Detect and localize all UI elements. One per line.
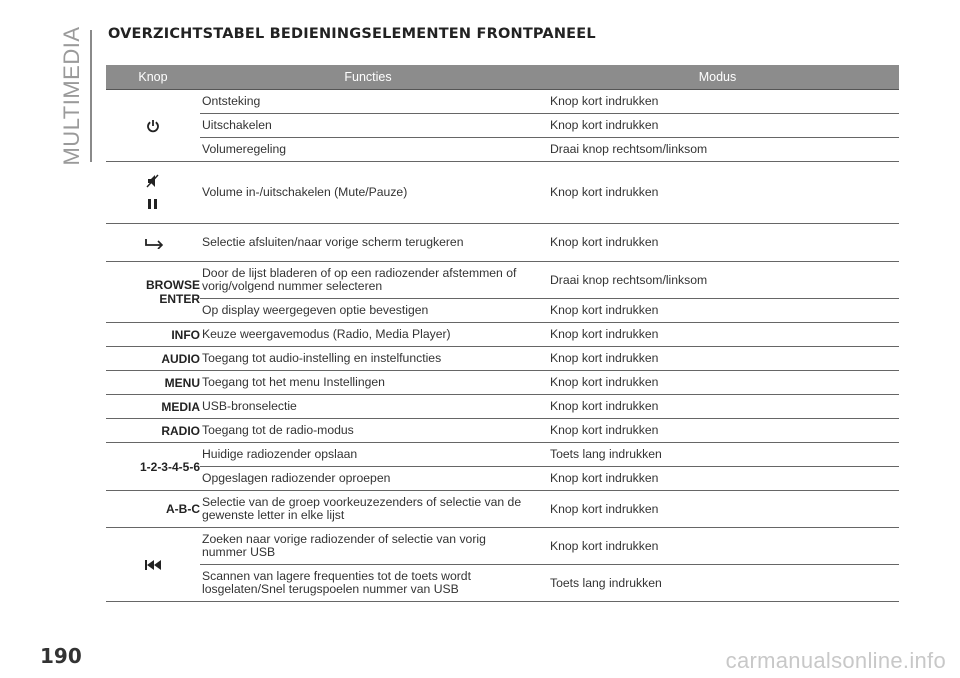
- table-row: [200, 138, 899, 161]
- knop-cell: [106, 371, 200, 394]
- function-cell: Toegang tot de radio-modus: [202, 423, 354, 437]
- function-cell: Opgeslagen radiozender oproepen: [202, 471, 391, 485]
- mode-cell: Knop kort indrukken: [550, 351, 659, 365]
- header-modus: Modus: [698, 70, 737, 84]
- table-group: [106, 395, 899, 419]
- mode-cell: Knop kort indrukken: [550, 185, 659, 199]
- section-side-label: MULTIMEDIA: [59, 26, 84, 166]
- mode-cell: Draai knop rechtsom/linksom: [550, 272, 708, 287]
- mode-cell: Knop kort indrukken: [550, 423, 659, 437]
- table-body: [106, 90, 899, 602]
- knop-label: ENTER: [159, 292, 200, 306]
- table-row: [200, 224, 899, 261]
- function-cell: Selectie afsluiten/naar vorige scherm terugkeren: [202, 235, 464, 249]
- watermark: carmanualsonline.info: [725, 648, 946, 673]
- function-cell: Toegang tot audio-instelling en instelfuncties: [202, 351, 442, 365]
- mode-cell: Knop kort indrukken: [550, 94, 659, 108]
- mode-cell: Knop kort indrukken: [550, 471, 659, 485]
- table-row: [200, 371, 899, 394]
- table-group: [106, 347, 899, 371]
- function-cell: USB-bronselectie: [202, 399, 297, 413]
- table-row: [200, 528, 899, 565]
- function-cell: Toegang tot het menu Instellingen: [202, 375, 385, 389]
- table-group: [106, 323, 899, 347]
- knop-cell: [106, 419, 200, 442]
- table-row: [200, 395, 899, 418]
- knop-cell: [106, 443, 200, 490]
- knop-cell: [106, 224, 200, 261]
- table-row: [200, 114, 899, 138]
- mute-pause-icon: [146, 173, 160, 213]
- table-row: [200, 347, 899, 370]
- back-arrow-icon: [142, 237, 164, 249]
- section-side-bar: [90, 30, 92, 162]
- table-row: [200, 323, 899, 346]
- header-functies: Functies: [344, 70, 392, 84]
- function-cell: Ontsteking: [202, 94, 261, 108]
- table-row: [200, 299, 899, 322]
- knop-label: A-B-C: [166, 502, 200, 516]
- knop-cell: [106, 491, 200, 527]
- knop-cell: [106, 395, 200, 418]
- function-cell: Zoeken naar vorige radiozender of selectie van vorig nummer USB: [202, 532, 486, 559]
- function-cell: Huidige radiozender opslaan: [202, 447, 358, 461]
- table-row: [200, 262, 899, 299]
- mode-cell: Knop kort indrukken: [550, 501, 659, 516]
- mode-cell: Knop kort indrukken: [550, 303, 659, 317]
- mode-cell: Knop kort indrukken: [550, 399, 659, 413]
- power-icon: [146, 119, 160, 133]
- knop-label: INFO: [171, 327, 200, 342]
- knop-label: MEDIA: [161, 399, 200, 414]
- mode-cell: Knop kort indrukken: [550, 538, 659, 553]
- mode-cell: Toets lang indrukken: [550, 575, 662, 590]
- function-cell: Selectie van de groep voorkeuzezenders of selectie van de gewenste letter in elke lijst: [202, 495, 522, 522]
- knop-label: 1-2-3-4-5-6: [139, 459, 200, 474]
- table-group: [106, 419, 899, 443]
- table-row: [200, 565, 899, 601]
- table-row: [200, 90, 899, 114]
- table-row: [200, 443, 899, 467]
- function-cell: Volume in-/uitschakelen (Mute/Pauze): [202, 185, 408, 199]
- function-cell: Uitschakelen: [202, 118, 272, 132]
- knop-cell: [106, 528, 200, 601]
- table-group: [106, 162, 899, 224]
- controls-table: [106, 65, 899, 602]
- table-group: [106, 528, 899, 602]
- knop-label: BROWSE: [146, 278, 200, 292]
- previous-track-icon: [145, 560, 161, 570]
- table-row: [200, 491, 899, 527]
- mode-cell: Knop kort indrukken: [550, 118, 659, 132]
- knop-label: MENU: [164, 375, 200, 390]
- knop-label: AUDIO: [161, 351, 200, 366]
- function-cell: Op display weergegeven optie bevestigen: [202, 303, 429, 317]
- knop-label: RADIO: [161, 423, 200, 438]
- table-group: [106, 262, 899, 323]
- table-group: [106, 491, 899, 528]
- page-number: 190: [40, 644, 82, 668]
- page-title: OVERZICHTSTABEL BEDIENINGSELEMENTEN FRONTPANEEL: [108, 26, 596, 42]
- function-cell: Volumeregeling: [202, 142, 287, 156]
- table-row: [200, 162, 899, 223]
- table-header: [106, 65, 899, 90]
- table-group: [106, 443, 899, 491]
- table-row: [200, 419, 899, 442]
- mode-cell: Draai knop rechtsom/linksom: [550, 142, 708, 156]
- mode-cell: Knop kort indrukken: [550, 375, 659, 389]
- function-cell: Door de lijst bladeren of op een radiozender afstemmen of vorig/volgend nummer selecteren: [202, 266, 517, 293]
- mode-cell: Knop kort indrukken: [550, 327, 659, 341]
- knop-cell: [106, 162, 200, 223]
- header-knop: Knop: [138, 70, 168, 84]
- mode-cell: Toets lang indrukken: [550, 447, 662, 461]
- knop-cell: [106, 262, 200, 322]
- function-cell: Scannen van lagere frequenties tot de toets wordt losgelaten/Snel terugspoelen nummer van USB: [202, 569, 471, 596]
- knop-cell: [106, 347, 200, 370]
- function-cell: Keuze weergavemodus (Radio, Media Player): [202, 327, 451, 341]
- table-row: [200, 467, 899, 490]
- mode-cell: Knop kort indrukken: [550, 235, 659, 249]
- table-group: [106, 90, 899, 162]
- table-group: [106, 224, 899, 262]
- knop-cell: [106, 90, 200, 161]
- table-group: [106, 371, 899, 395]
- knop-cell: [106, 323, 200, 346]
